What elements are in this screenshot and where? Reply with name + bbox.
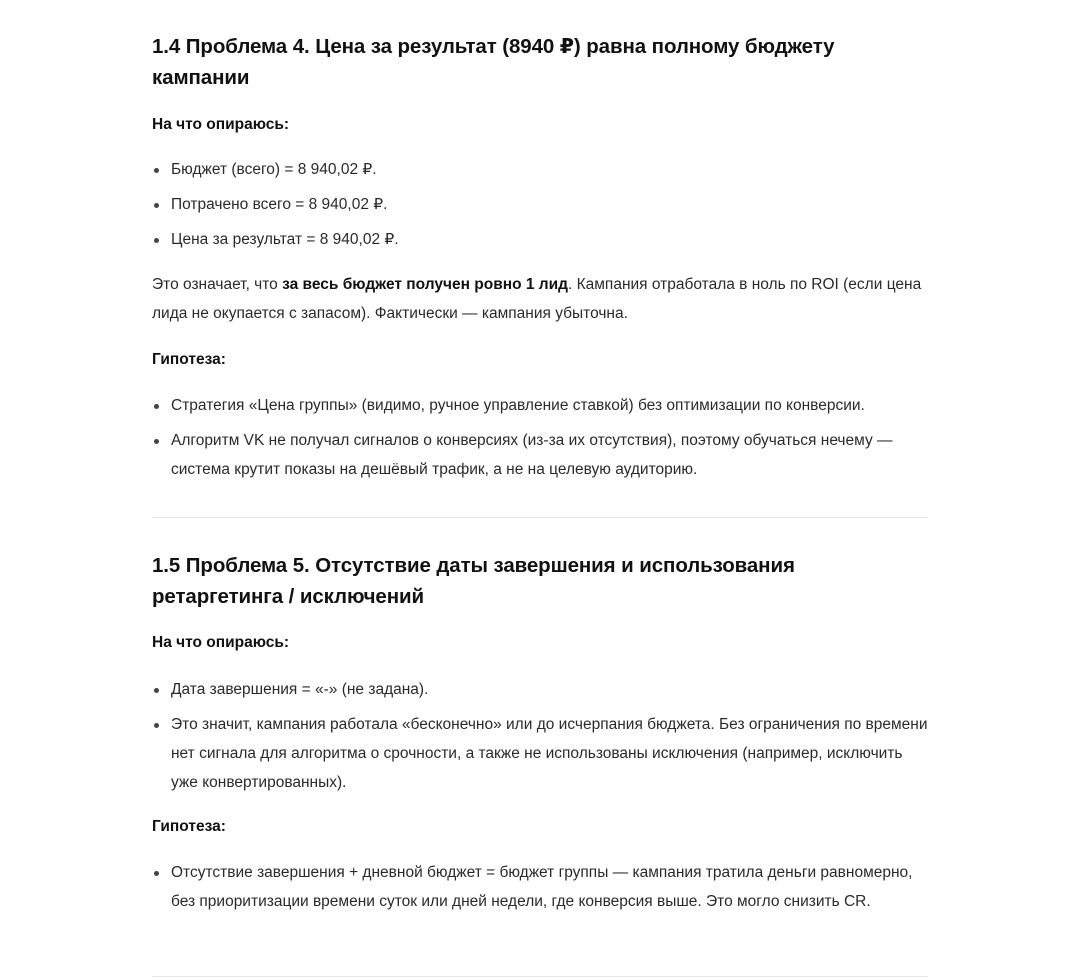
basis-list bbox=[152, 155, 928, 260]
meaning-bold: за весь бюджет получен ровно 1 лид bbox=[282, 276, 569, 293]
hypothesis-list bbox=[152, 858, 928, 916]
hypothesis-label: Гипотеза: bbox=[152, 351, 226, 368]
list-item: Дата завершения = «-» (не задана). bbox=[152, 675, 928, 704]
meaning-suffix: . Кампания отработала в ноль по ROI (если цена лида не окупается с запасом). Фактически — кампания убыточна. bbox=[152, 276, 922, 322]
hypothesis-label: Гипотеза: bbox=[152, 818, 226, 835]
section-title: 1.4 Проблема 4. Цена за результат (8940 ₽) равна полному бюджету кампании bbox=[152, 35, 835, 89]
list-item: Стратегия «Цена группы» (видимо, ручное управление ставкой) без оптимизации по конверсии. bbox=[152, 391, 928, 420]
list-item: Потрачено всего = 8 940,02 ₽. bbox=[152, 190, 928, 225]
hypothesis-list bbox=[152, 391, 928, 484]
list-item: Алгоритм VK не получал сигналов о конверсиях (из-за их отсутствия), поэтому обучаться нечему — система крутит показы на дешёвый трафик, а не на целевую аудиторию. bbox=[152, 426, 928, 484]
basis-label: На что опираюсь: bbox=[152, 634, 290, 651]
basis-label: На что опираюсь: bbox=[152, 116, 290, 133]
section-divider bbox=[152, 976, 928, 977]
list-item: Это значит, кампания работала «бесконечно» или до исчерпания бюджета. Без ограничения по времени нет сигнала для алгоритма о срочности, а также не использованы исключения (например, исключить уже конвертированных). bbox=[152, 710, 928, 797]
basis-list bbox=[152, 675, 928, 797]
meaning-paragraph bbox=[152, 271, 928, 328]
section-title: 1.5 Проблема 5. Отсутствие даты завершения и использования ретаргетинга / исключений bbox=[152, 554, 795, 608]
list-item: Отсутствие завершения + дневной бюджет = бюджет группы — кампания тратила деньги равномерно, без приоритизации времени суток или дней недели, где конверсия выше. Это могло снизить CR. bbox=[152, 858, 928, 916]
meaning-prefix: Это означает, что bbox=[152, 276, 283, 293]
list-item: Цена за результат = 8 940,02 ₽. bbox=[152, 225, 928, 260]
list-item: Бюджет (всего) = 8 940,02 ₽. bbox=[152, 155, 928, 190]
section-divider bbox=[152, 517, 928, 518]
